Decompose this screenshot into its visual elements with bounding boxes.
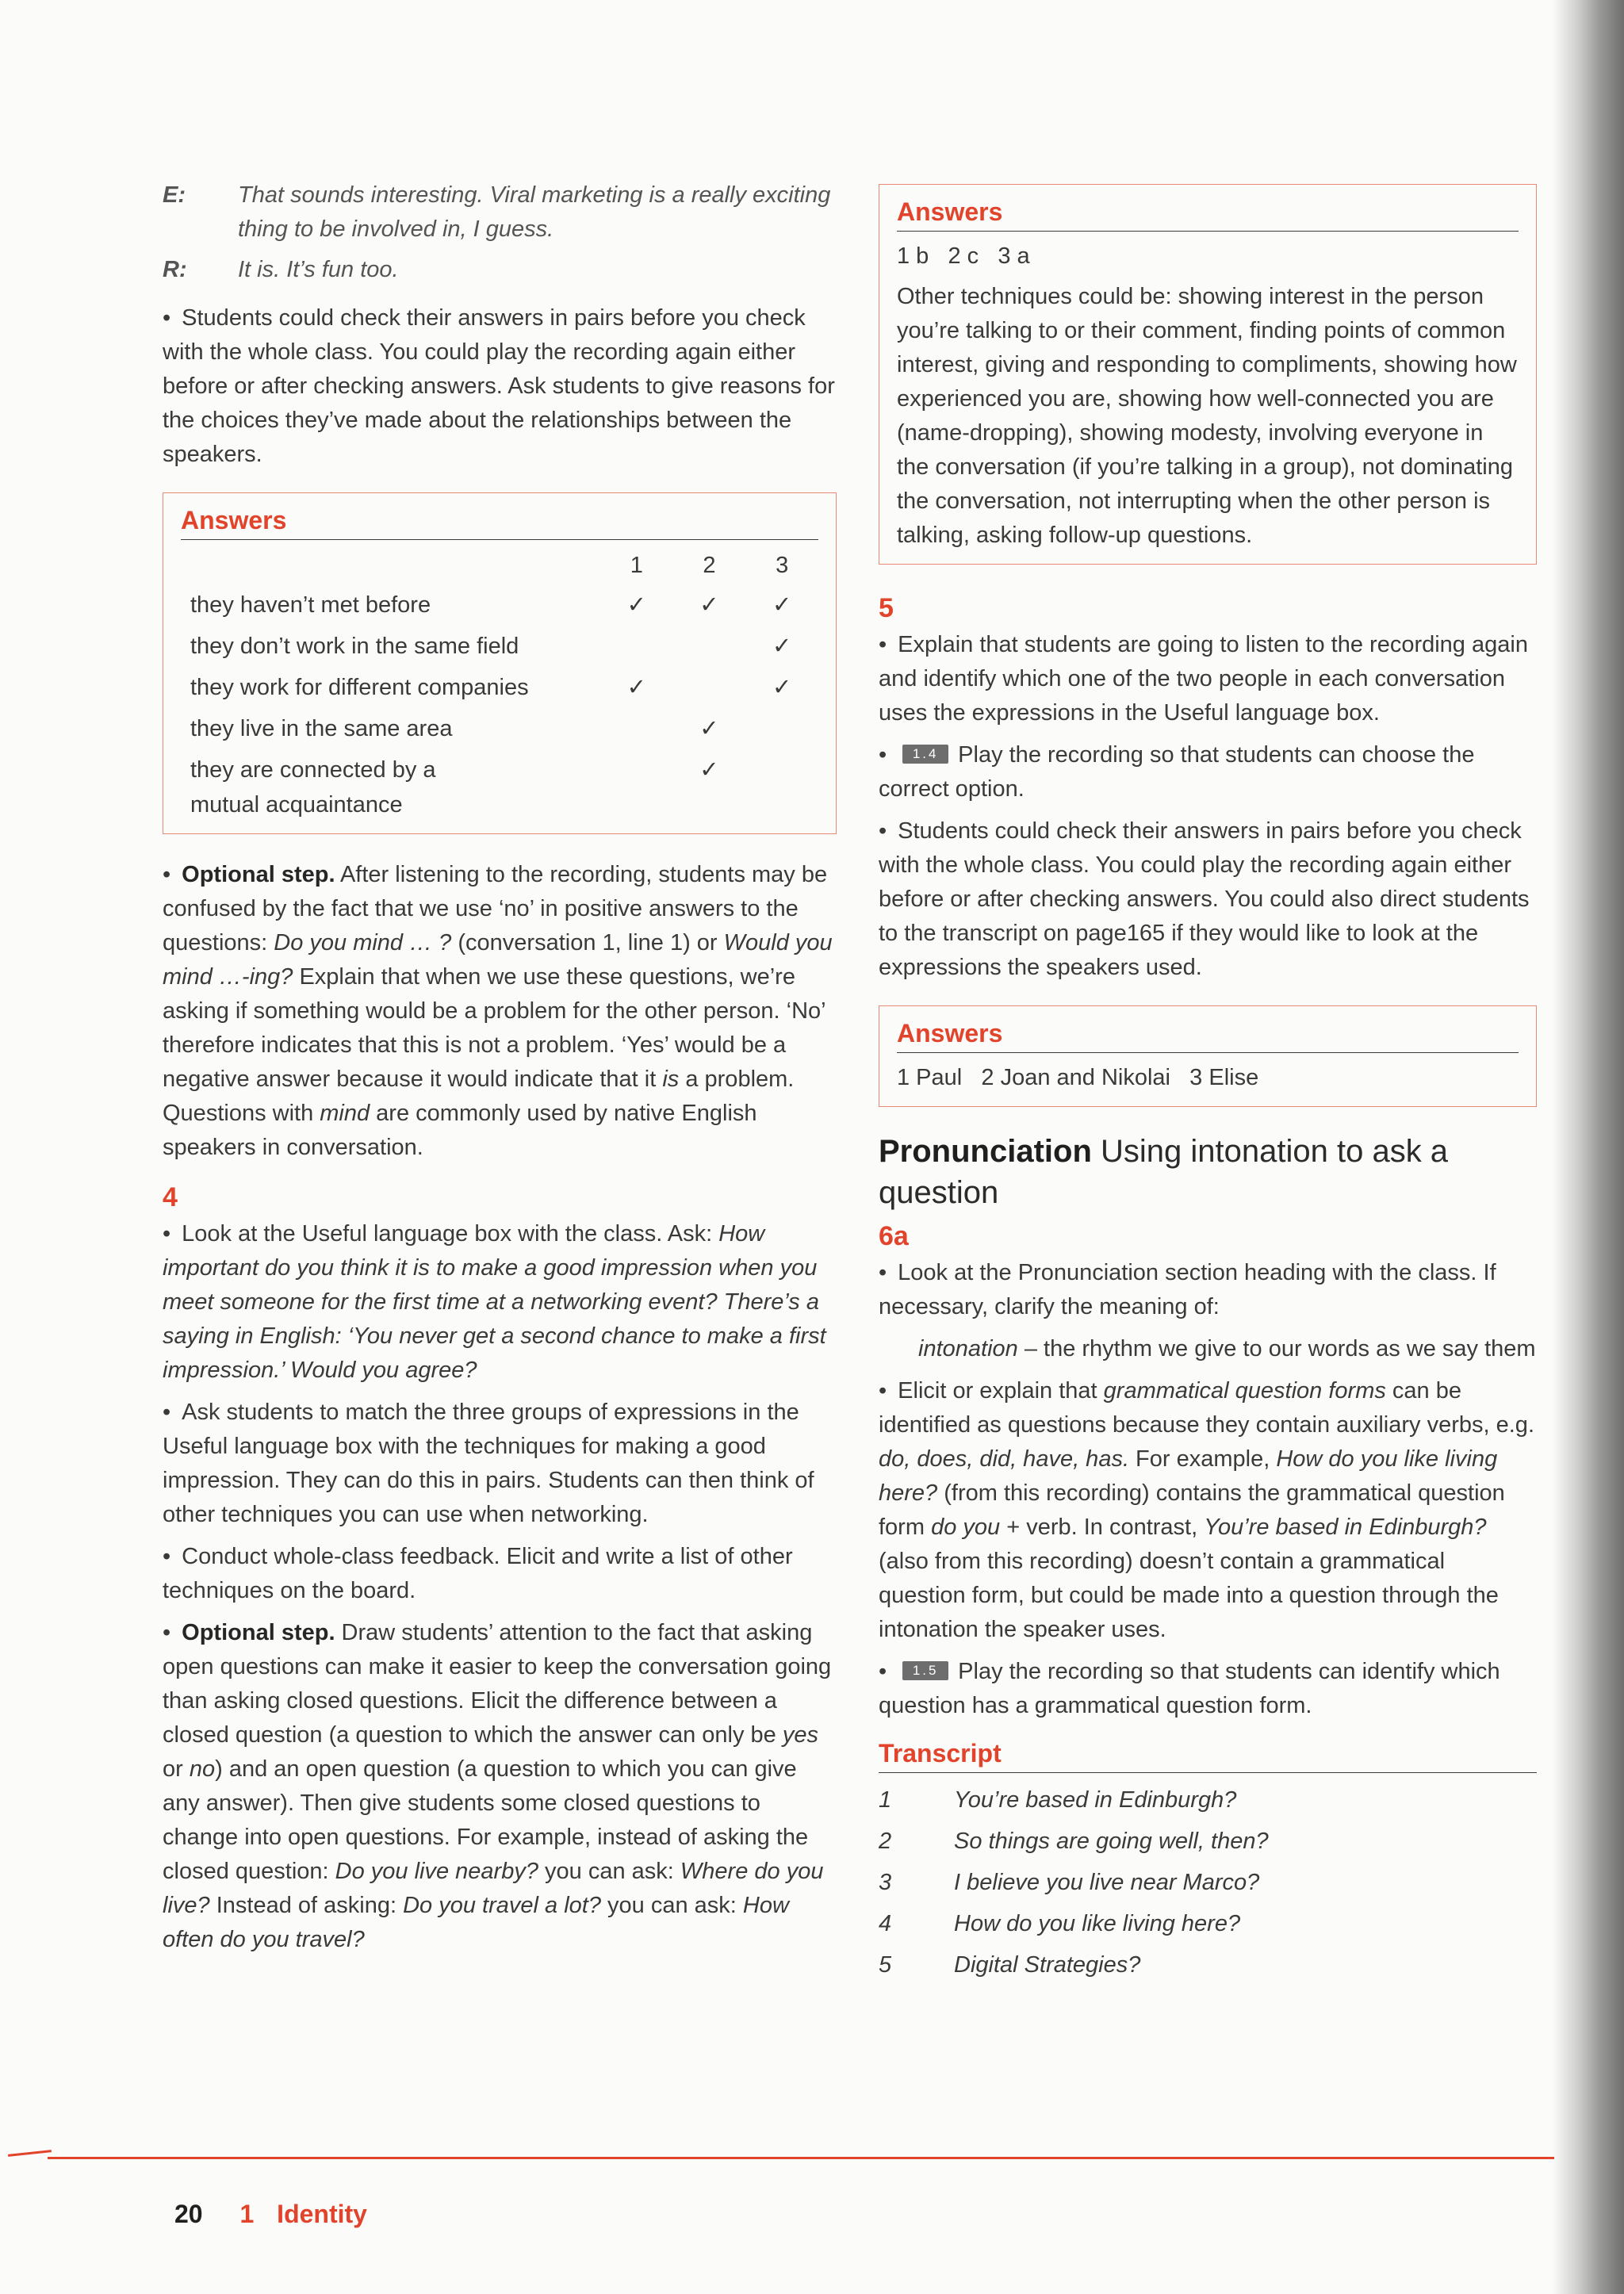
section4-bullet-2: [163, 1396, 837, 1532]
check-mark: ✓: [772, 675, 792, 700]
text: Draw students’ attention to the fact that asking open questions can make it easier to keep the conversation going than asking closed questions. Elicit the difference between a closed question (a question to which the answer can only be: [163, 1620, 832, 1748]
footer-rule: [48, 2157, 1554, 2159]
italic-text: You’re based in Edinburgh?: [1204, 1515, 1487, 1540]
column-header: 3: [776, 553, 789, 578]
answers-line: 1 b 2 c 3 a: [897, 243, 1030, 269]
check-mark: ✓: [699, 716, 719, 741]
italic-text: is: [662, 1067, 680, 1092]
text: (from this recording) contains the grammatical question form: [879, 1480, 1505, 1540]
intro-paragraph: [163, 301, 837, 472]
text: (conversation 1, line 1) or: [451, 930, 724, 956]
dialogue-line: [163, 253, 837, 287]
column-header: 1: [630, 553, 643, 578]
table-row: [181, 711, 818, 753]
heading-bold: Pronunciation: [879, 1134, 1092, 1169]
section4-optional-step: [163, 1616, 837, 1957]
italic-text: mind: [320, 1101, 370, 1126]
section4-bullet-3: [163, 1540, 837, 1608]
italic-text: Do you travel a lot?: [403, 1893, 601, 1918]
italic-text: Would you mind …-ing?: [163, 930, 833, 990]
transcript-line: [879, 1779, 1537, 1821]
dialogue-line: [163, 178, 837, 247]
bullet-icon: [879, 818, 898, 844]
bullet-icon: [879, 742, 898, 768]
text: you can ask:: [600, 1893, 743, 1918]
pron-bullet-1: [879, 1256, 1537, 1324]
text: Look at the Useful language box with the class. Ask:: [182, 1221, 719, 1247]
check-mark: [600, 753, 673, 822]
answers-box-relationships: [163, 492, 837, 834]
line-text: Digital Strategies?: [954, 1952, 1141, 1978]
optional-step-paragraph: [163, 858, 837, 1165]
optional-step-label: Optional step.: [182, 1620, 335, 1645]
intro-text: Students could check their answers in pairs before you check with the whole class. You could play the recording again either before or after checking answers. Ask students to give reasons for the choices they’ve made about the relationships between the speakers.: [163, 305, 835, 467]
line-text: I believe you live near Marco?: [954, 1870, 1260, 1895]
dialogue-text: That sounds interesting. Viral marketing is a really exciting thing to be involved in, I guess.: [238, 182, 831, 242]
table-header-row: [181, 548, 818, 588]
transcript-line: [879, 1903, 1537, 1944]
bullet-icon: [879, 1378, 898, 1404]
italic-text: grammatical question forms: [1103, 1378, 1386, 1404]
section4-bullet-1: [163, 1217, 837, 1388]
table-row: [181, 629, 818, 670]
text: Explain that students are going to listen to the recording again and identify which one of the two people in each conversation uses the expressions in the Useful language box.: [879, 632, 1528, 726]
table-row: [181, 753, 818, 822]
italic-text: How often do you travel?: [163, 1893, 789, 1952]
italic-text: How do you like living here?: [879, 1446, 1498, 1506]
text: (also from this recording) doesn’t contain a grammatical question form, but could be made into a question through the intonation the speaker uses.: [879, 1549, 1499, 1642]
unit-title: Identity: [277, 2200, 367, 2228]
section-number-6a: 6a: [879, 1221, 909, 1251]
line-text: You’re based in Edinburgh?: [954, 1787, 1237, 1813]
answers-line: 1 Paul 2 Joan and Nikolai 3 Elise: [897, 1065, 1259, 1090]
check-mark: ✓: [699, 757, 719, 783]
text: a problem. Questions with: [163, 1067, 795, 1126]
pron-bullet-3: [879, 1655, 1537, 1723]
text: or: [163, 1756, 190, 1782]
speaker-label: R:: [163, 257, 187, 282]
check-mark: [745, 711, 818, 753]
text: After listening to the recording, students may be confused by the fact that we use ‘no’ in positive answers to the questions:: [163, 862, 828, 956]
left-column: [163, 178, 837, 1965]
text: Elicit or explain that: [898, 1378, 1104, 1404]
transcript-line: [879, 1944, 1537, 1986]
text: Play the recording so that students can choose the correct option.: [879, 742, 1475, 802]
text: For example,: [1129, 1446, 1277, 1472]
line-number: 2: [879, 1829, 892, 1854]
pron-bullet-2: [879, 1374, 1537, 1647]
row-label: they work for different companies: [190, 675, 529, 700]
row-label: they live in the same area: [190, 716, 453, 741]
book-binding-shadow: [1553, 0, 1624, 2294]
bullet-icon: [163, 1544, 182, 1569]
section5-bullet-1: [879, 628, 1537, 730]
bullet-icon: [879, 1260, 898, 1285]
check-mark: [673, 629, 746, 670]
definition: [879, 1332, 1537, 1366]
answers-box-speakers: [879, 1005, 1537, 1107]
line-number: 5: [879, 1952, 892, 1978]
speaker-label: E:: [163, 182, 186, 208]
row-label: they haven’t met before: [190, 592, 431, 618]
bullet-icon: [163, 305, 182, 331]
text: ) and an open question (a question to which you can give any answer). Then give students some closed questions to change into open questions. For example, instead of asking the closed question:: [163, 1756, 809, 1884]
pronunciation-heading: [879, 1131, 1537, 1213]
section-number-5: 5: [879, 593, 894, 623]
definition-term: intonation: [918, 1336, 1018, 1361]
bullet-icon: [879, 1659, 898, 1684]
heading-rest: Using intonation to ask a question: [879, 1134, 1449, 1210]
text: Instead of asking:: [209, 1893, 404, 1918]
page-footer: [174, 2197, 367, 2231]
audio-track-icon: 1.4: [902, 745, 948, 764]
bullet-icon: [163, 862, 182, 887]
answers-title: Answers: [181, 504, 818, 540]
line-number: 1: [879, 1787, 892, 1813]
italic-text: Where do you live?: [163, 1859, 824, 1918]
definition-text: – the rhythm we give to our words as we say them: [1017, 1336, 1536, 1361]
italic-text: do you: [931, 1515, 1001, 1540]
footer-mark: [8, 2150, 52, 2157]
text: + verb. In contrast,: [1000, 1515, 1205, 1540]
line-text: So things are going well, then?: [954, 1829, 1269, 1854]
row-label: they don’t work in the same field: [190, 634, 519, 659]
optional-step-label: Optional step.: [182, 862, 335, 887]
answers-box-techniques: [879, 184, 1537, 565]
check-mark: [600, 629, 673, 670]
column-header: 2: [703, 553, 716, 578]
text: Explain that when we use these questions, we’re asking if something would be a problem for the other person. ‘No’ therefore indicates that this is not a problem. ‘Yes’ would be a negative answer because it would indicate that it: [163, 964, 825, 1092]
section5-bullet-2: [879, 738, 1537, 806]
check-mark: [673, 670, 746, 711]
dialogue-text: It is. It’s fun too.: [238, 257, 399, 282]
answers-text: Other techniques could be: showing interest in the person you’re talking to or their comment, finding points of common interest, giving and responding to compliments, showing how experienced you are, showing how well-connected you are (name-dropping), showing modesty, involving everyone in the conversation (if you’re talking in a group), not dominating the conversation, not interrupting when the other person is talking, asking follow-up questions.: [897, 284, 1517, 548]
line-number: 4: [879, 1911, 892, 1936]
page-number: 20: [174, 2200, 203, 2228]
answers-title: Answers: [897, 196, 1519, 232]
section5-bullet-3: [879, 814, 1537, 985]
unit-number: 1: [239, 2200, 255, 2228]
italic-text: How important do you think it is to make a good impression when you meet someone for the first time at a networking event? There’s a saying in English: ‘You never get a second chance to make a first impression.’ Would you agree?: [163, 1221, 826, 1383]
text: are commonly used by native English speakers in conversation.: [163, 1101, 757, 1160]
bullet-icon: [163, 1620, 182, 1645]
italic-text: yes: [782, 1722, 819, 1748]
table-row: [181, 670, 818, 711]
table-row: [181, 588, 818, 629]
check-mark: ✓: [626, 592, 646, 618]
text: Ask students to match the three groups of expressions in the Useful language box with the techniques for making a good impression. They can do this in pairs. Students can then think of other techniques you can use when networking.: [163, 1400, 814, 1527]
text: Conduct whole-class feedback. Elicit and write a list of other techniques on the board.: [163, 1544, 793, 1603]
check-mark: [600, 711, 673, 753]
bullet-icon: [879, 632, 898, 657]
section-number-4: 4: [163, 1182, 178, 1212]
check-mark: [745, 753, 818, 822]
line-number: 3: [879, 1870, 892, 1895]
text: Play the recording so that students can identify which question has a grammatical question form.: [879, 1659, 1500, 1718]
check-mark: ✓: [772, 634, 792, 659]
italic-text: Do you live nearby?: [335, 1859, 538, 1884]
transcript-title: Transcript: [879, 1737, 1537, 1773]
text: you can ask:: [538, 1859, 680, 1884]
transcript-line: [879, 1862, 1537, 1903]
right-column: [879, 184, 1537, 1986]
row-label: they are connected by a mutual acquaintance: [190, 757, 436, 818]
check-mark: ✓: [626, 675, 646, 700]
text: Students could check their answers in pairs before you check with the whole class. You could play the recording again either before or after checking answers. You could also direct students to the transcript on page165 if they would like to look at the expressions the speakers used.: [879, 818, 1530, 980]
text: can be identified as questions because they contain auxiliary verbs, e.g.: [879, 1378, 1534, 1438]
text: Look at the Pronunciation section heading with the class. If necessary, clarify the meaning of:: [879, 1260, 1496, 1319]
audio-track-icon: 1.5: [902, 1661, 948, 1680]
italic-text: do, does, did, have, has.: [879, 1446, 1129, 1472]
italic-text: Do you mind … ?: [274, 930, 452, 956]
answers-title: Answers: [897, 1017, 1519, 1053]
answers-table: [181, 548, 818, 822]
line-text: How do you like living here?: [954, 1911, 1241, 1936]
italic-text: no: [189, 1756, 216, 1782]
check-mark: ✓: [772, 592, 792, 618]
check-mark: ✓: [699, 592, 719, 618]
bullet-icon: [163, 1400, 182, 1425]
transcript-line: [879, 1821, 1537, 1862]
bullet-icon: [163, 1221, 182, 1247]
